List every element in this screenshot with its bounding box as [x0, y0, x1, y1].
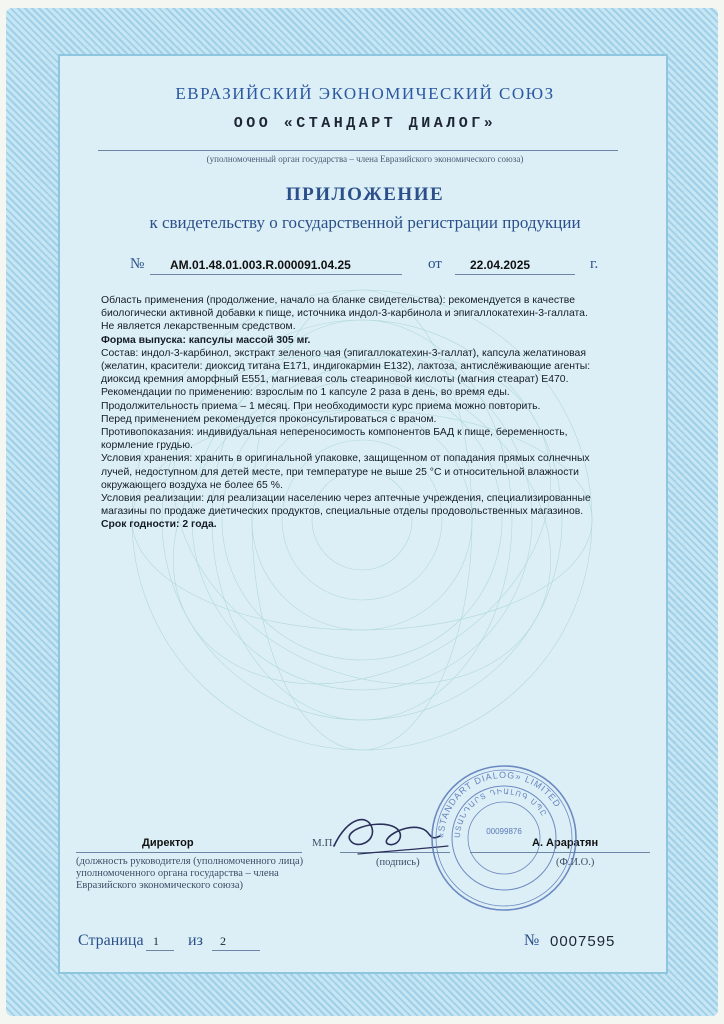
serial-number: 0007595	[550, 933, 616, 950]
name-caption: (Ф.И.О.)	[556, 857, 595, 868]
position-underline	[76, 852, 302, 853]
registration-date: 22.04.2025	[470, 258, 531, 272]
organization-name: ООО «СТАНДАРТ ДИАЛОГ»	[233, 115, 497, 132]
union-title: ЕВРАЗИЙСКИЙ ЭКОНОМИЧЕСКИЙ СОЮЗ	[175, 84, 555, 103]
official-stamp	[428, 762, 580, 914]
of-label: из	[188, 932, 203, 949]
signer-name: А. Араратян	[532, 837, 599, 849]
mp-label: М.П.	[312, 837, 336, 849]
sale-text: Условия реализации: для реализации населению через аптечные учреждения, специализированные магазины по продаже диетических продуктов, специальные отделы продовольственных магазинов.	[101, 493, 591, 518]
organization-caption: (уполномоченный орган государства – члена Евразийского экономического союза)	[206, 154, 524, 164]
registration-number: AM.01.48.01.003.R.000091.04.25	[170, 258, 351, 272]
scope-text: Область применения (продолжение, начало на бланке свидетельства): рекомендуется в качестве биологически активной добавки к пище, источника индол-3-карбинола и эпигаллокатехин-3-галлата.	[101, 295, 588, 320]
shelf-life-text: Срок годности: 2 года.	[101, 519, 217, 531]
number-label: №	[130, 256, 145, 272]
consult-text: Перед применением рекомендуется проконсультироваться с врачом.	[101, 413, 437, 425]
page-underline	[146, 950, 174, 951]
total-underline	[212, 950, 260, 951]
contraindications-text: Противопоказания: индивидуальная непереносимость компонентов БАД к пище, беременность, кормление грудью.	[101, 427, 568, 452]
signature-caption: (подпись)	[376, 857, 420, 868]
form-text: Форма выпуска: капсулы массой 305 мг.	[101, 334, 311, 346]
number-underline	[150, 274, 402, 275]
position-caption: (должность руководителя (уполномоченного лица) уполномоченного органа государства – члена Евразийского экономического союза)	[76, 856, 304, 891]
org-underline	[98, 150, 618, 151]
page-label: Страница	[78, 932, 144, 949]
recommendations-text: Рекомендации по применению: взрослым по 1 капсуле 2 раза в день, во время еды.	[101, 387, 510, 399]
document-heading: ПРИЛОЖЕНИЕ	[285, 184, 445, 205]
document-body	[101, 294, 621, 532]
duration-text: Продолжительность приема – 1 месяц. При необходимости курс приема можно повторить.	[101, 400, 541, 412]
document-subheading: к свидетельству о государственной регистрации продукции	[149, 213, 581, 232]
serial-label: №	[524, 932, 540, 949]
date-label: от	[428, 256, 442, 272]
page-number: 1	[153, 934, 159, 948]
director-label: Директор	[142, 837, 194, 849]
stamp-outer-text: «STANDART DIALOG» LIMITED	[435, 769, 563, 839]
stamp-inner-text: ՍՏԱՆԴԱՐՏ ԴԻԱԼՈԳ ՍՊԸ	[452, 786, 549, 839]
date-underline	[455, 274, 575, 275]
stamp-number: 00099876	[486, 827, 522, 836]
year-suffix: г.	[590, 256, 599, 272]
not-medicine-text: Не является лекарственным средством.	[101, 321, 296, 333]
total-pages: 2	[220, 934, 226, 948]
storage-text: Условия хранения: хранить в оригинальной упаковке, защищенном от попадания прямых солнечных лучей, недоступном для детей месте, при температуре не выше 25 °С и относительной влажности окружающего воздуха не более 65 %.	[101, 453, 590, 491]
composition-text: Состав: индол-3-карбинол, экстракт зеленого чая (эпигаллокатехин-3-галлат), капсула желатиновая (желатин, красители: диоксид титана Е171, индигокармин Е132), лактоза, антислёживающие агенты: диоксид кремния аморфный Е551, магниевая соль стеариновой кислоты (магния стеарат) Е470.	[101, 347, 591, 386]
